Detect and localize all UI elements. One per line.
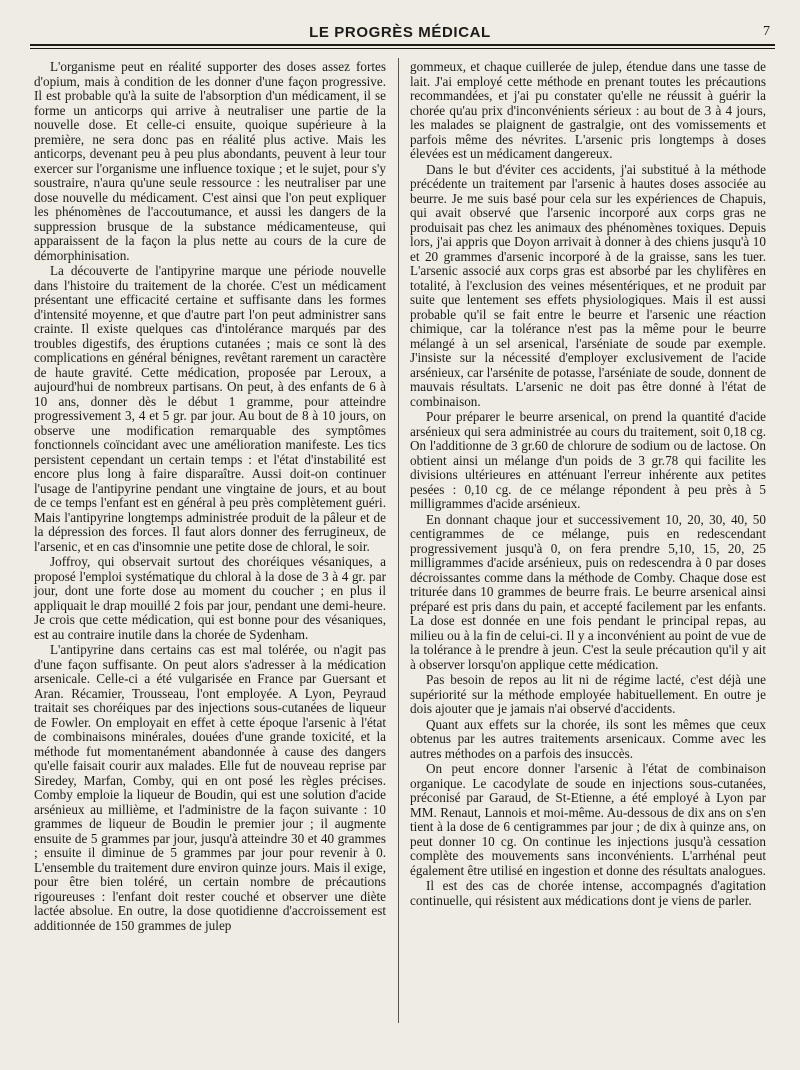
paragraph: On peut encore donner l'arsenic à l'état de combinaison organique. Le cacodylate de soude en injections sous-cutanées, préconisé par Garaud, de St-Etienne, a été employé à Lyon par MM. Renaut, Lannois et moi-même. Au-dessous de dix ans on s'en tient à la dose de 6 centigrammes par jour ; de dix à quinze ans, on peut donner 10 cg. On continue les injections jusqu'à cessation complète des mouvements sans inconvénients. L'arrhénal peut également être utilisé en ingestion et donne des résultats analogues. bbox=[410, 761, 766, 878]
paragraph: Pas besoin de repos au lit ni de régime lacté, c'est déjà une supériorité sur la méthode employée habituellement. En outre je dois ajouter que je jamais n'ai observé d'accidents. bbox=[410, 672, 766, 716]
journal-title: LE PROGRÈS MÉDICAL bbox=[309, 24, 491, 41]
paragraph: Joffroy, qui observait surtout des choréiques vésaniques, a proposé l'emploi systématique du chloral à la dose de 3 à 4 gr. par jour, dont une forte dose au moment du coucher ; en plus il appliquait le drap mouillé 2 fois par jour, pendant une demi-heure. Je crois que cette médication, qui est bonne pour des vésaniques, est au contraire inutile dans la chorée de Sydenham. bbox=[34, 554, 386, 642]
paragraph: L'organisme peut en réalité supporter des doses assez fortes d'opium, mais à condition de les donner d'une façon progressive. Il est probable qu'à la suite de l'absorption d'un médicament, il se forme un anticorps qui arrive à neutraliser une partie de la nouvelle dose. Et celle-ci ensuite, quoique supérieure à la première, ne sera donc pas en réalité plus active. Mais les anticorps, devenant peu à peu plus abondants, peuvent à leur tour exercer sur l'organisme une influence toxique ; et le sujet, pour s'y soustraire, n'aura qu'une seule ressource : les neutraliser par une dose nouvelle du médicament. C'est ainsi que l'on peut expliquer les phénomènes de l'accoutumance, et aussi les dangers de la suppression brusque de la substance médicamenteuse, qui apparaissent de la façon la plus nette au cours de la cure de démorphinisation. bbox=[34, 59, 386, 263]
paragraph: gommeux, et chaque cuillerée de julep, étendue dans une tasse de lait. J'ai employé cette méthode en prenant toutes les précautions recommandées, et j'ai pu constater qu'elle ne réussit à guérir la chorée qu'au prix d'inconvénients sérieux : au bout de 3 à 4 jours, les malades se plaignent de gastralgie, ont des vomissements et parfois même des névrites. L'arsenic pris longtemps à doses élevées est un médicament dangereux. bbox=[410, 59, 766, 161]
page-number: 7 bbox=[763, 24, 770, 39]
left-column bbox=[34, 60, 386, 934]
paragraph: En donnant chaque jour et successivement 10, 20, 30, 40, 50 centigrammes de ce mélange, puis en redescendant progressivement jusqu'à 0, on fera prendre 5,10, 15, 20, 25 milligrammes d'acide arsénieux, puis on redescendra à 0 par doses décroissantes comme dans la méthode de Comby. Chaque dose est triturée dans 10 grammes de beurre frais. Le beurre arsenical ainsi préparé est pris dans du pain, et accepté facilement par les enfants. La dose est donnée en une fois pendant le principal repas, au milieu ou à la fin de celui-ci. Il y a inconvénient au point de vue de la tolérance à le prendre à jeun. C'est la seule précaution qu'il y ait à observer lorsqu'on applique cette médication. bbox=[410, 511, 766, 672]
paragraph: Pour préparer le beurre arsenical, on prend la quantité d'acide arsénieux qui sera administrée au cours du traitement, soit 0,18 cg. On l'additionne de 3 gr.60 de chlorure de sodium ou de lactose. On obtient ainsi un mélange d'un poids de 3 gr.78 qui facilite les divisions ultérieures en atténuant l'erreur inhérente aux petites pesées : 0,10 cg. de ce mélange répondent à peu près à 5 milligrammes d'acide arsénieux. bbox=[410, 409, 766, 511]
paragraph: L'antipyrine dans certains cas est mal tolérée, ou n'agit pas d'une façon suffisante. On peut alors s'adresser à la médication arsenicale. Celle-ci a été vulgarisée en France par Guersant et Aran. Récamier, Trousseau, l'ont employée. A Lyon, Peyraud traitait ses choréiques par des injections sous-cutanées de liqueur de Fowler. On employait en effet à cette époque l'arsenic à l'état de combinaisons minérales, douées d'une grande toxicité, et la méthode fut momentanément abandonnée à cause des dangers qu'elle faisait courir aux malades. Elle fut de nouveau reprise par Siredey, Marfan, Comby, qui en ont posé les règles précises. Comby emploie la liqueur de Boudin, qui est une solution d'acide arsénieux au millième, et l'administre de la façon suivante : 10 grammes de liqueur de Boudin le premier jour ; il augmente ensuite de 5 grammes par jour, jusqu'à atteindre 30 et 40 grammes ; ensuite il diminue de 5 grammes par jour pour revenir à 0. L'ensemble du traitement dure environ quinze jours. Mais il exige, pour être bien toléré, un certain nombre de précautions rigoureuses : l'enfant doit rester couché et observer une diète lactée absolue. En outre, la dose quotidienne d'accroissement est additionnée de 150 grammes de julep bbox=[34, 642, 386, 933]
column-divider bbox=[398, 58, 399, 1023]
header-rule-thick bbox=[30, 44, 775, 46]
right-column bbox=[410, 60, 766, 909]
page-header bbox=[30, 24, 770, 46]
paragraph: Il est des cas de chorée intense, accompagnés d'agitation continuelle, qui résistent aux médications dont je viens de parler. bbox=[410, 878, 766, 908]
header-rule-thin bbox=[30, 48, 775, 49]
paragraph: Dans le but d'éviter ces accidents, j'ai substitué à la méthode précédente un traitement par l'arsenic à hautes doses associée au beurre. Je me suis basé pour cela sur les expériences de Chapuis, qui avait observé que l'arsenic incorporé aux corps gras ne produisait pas chez les animaux des phénomènes toxiques. Depuis lors, j'ai appris que Doyon arrivait à donner à des chiens jusqu'à 10 et 20 grammes d'arsenic incorporé à de la graisse, sans les tuer. L'arsenic associé aux corps gras est absorbé par les chylifères en totalité, à l'exclusion des veines mésentériques, et ne produit par suite que lentement ses effets physiologiques. Mais il est aussi probable qu'il se fait entre le beurre et l'arsenic une réaction chimique, car la tolérance n'est pas la même pour le beurre mélangé à un sel arsenical, l'arséniate de soude par exemple. J'insiste sur la nécessité d'employer exclusivement de l'acide arsénieux, car l'arsénite de potasse, l'arséniate de soude, donnent de mauvais résultats. L'arsenic ne doit pas être donné à l'état de combinaison. bbox=[410, 161, 766, 409]
paragraph: Quant aux effets sur la chorée, ils sont les mêmes que ceux obtenus par les autres traitements arsenicaux. Comme avec les autres méthodes on a parfois des insuccès. bbox=[410, 716, 766, 761]
paragraph: La découverte de l'antipyrine marque une période nouvelle dans l'histoire du traitement de la chorée. C'est un médicament présentant une efficacité certaine et suffisante dans les formes d'intensité moyenne, et que d'autre part l'on peut administrer sans crainte. Il existe quelques cas d'intolérance marqués par des troubles digestifs, des éruptions cutanées ; mais ce sont là des complications en général bénignes, revêtant rarement un caractère de haute gravité. Cette médication, proposée par Leroux, a aujourd'hui de nombreux partisans. On peut, à des enfants de 6 à 10 ans, donner dès le début 1 gramme, pour atteindre progressivement 3, 4 et 5 gr. par jour. Au bout de 8 à 10 jours, on observe une modification remarquable des symptômes fonctionnels coïncidant avec une amélioration manifeste. Les tics persistent cependant un certain temps : et l'état d'instabilité est encore plus long à faire disparaître. Aussi doit-on continuer l'usage de l'antipyrine pendant une vingtaine de jours, et au bout de ce temps l'enfant est en général à peu près complètement guéri. Mais l'antipyrine longtemps administrée produit de la pâleur et de la dépression des forces. Il faut alors donner des ferrugineux, de l'arsenic, et en cas d'insomnie une petite dose de chloral, le soir. bbox=[34, 263, 386, 554]
